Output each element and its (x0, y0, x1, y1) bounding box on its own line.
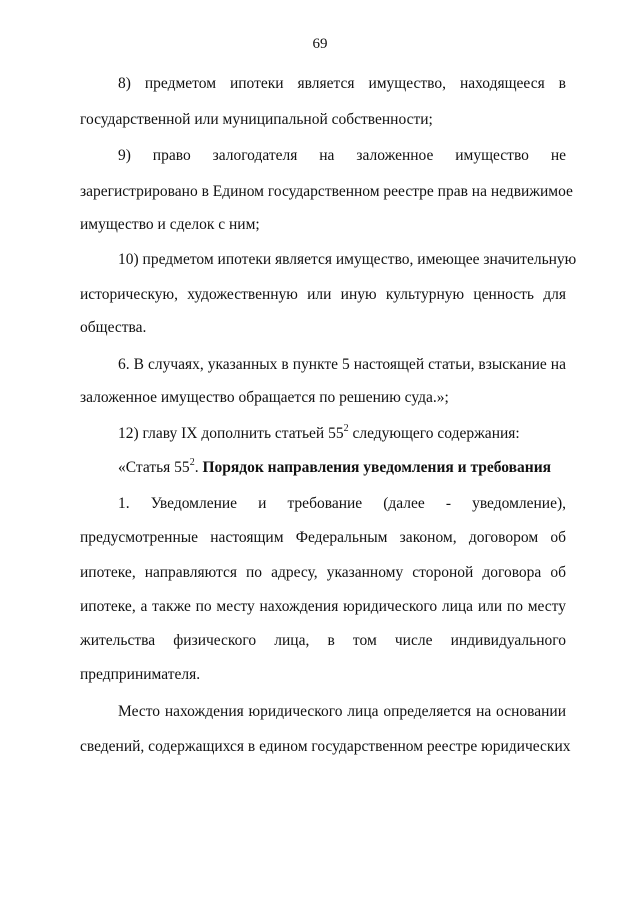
text-run: . (194, 459, 203, 476)
superscript: 2 (189, 456, 195, 468)
article-title: Порядок направления уведомления и требования (202, 459, 552, 476)
paragraph-line: предпринимателя. (80, 666, 201, 683)
paragraph-line: общества. (80, 319, 147, 336)
paragraph-line: 6. В случаях, указанных в пункте 5 настоящей статьи, взыскание на (118, 356, 566, 373)
paragraph-line: жительства физического лица, в том числе индивидуального (80, 632, 566, 649)
paragraph-line: Место нахождения юридического лица определяется на основании (118, 703, 566, 720)
paragraph-line: 9) право залогодателя на заложенное имущество не (118, 147, 566, 164)
paragraph-line (118, 424, 566, 444)
paragraph-line: государственной или муниципальной собственности; (80, 111, 433, 128)
paragraph-line: заложенное имущество обращается по решению суда.»; (80, 389, 449, 406)
page-number: 69 (312, 36, 328, 52)
paragraph-line: зарегистрировано в Едином государственном реестре прав на недвижимое (80, 183, 573, 200)
paragraph-line: сведений, содержащихся в едином государственном реестре юридических (80, 738, 571, 755)
paragraph-line: 8) предметом ипотеки является имущество, находящееся в (118, 75, 566, 92)
paragraph-line: 1. Уведомление и требование (далее - уведомление), (118, 495, 566, 512)
paragraph-line: ипотеке, а также по месту нахождения юридического лица или по месту (80, 598, 566, 615)
article-heading (118, 458, 566, 478)
paragraph-line: 10) предметом ипотеки является имущество, имеющее значительную (118, 251, 577, 268)
paragraph-line: ипотеке, направляются по адресу, указанному стороной договора об (80, 564, 566, 581)
superscript: 2 (343, 422, 349, 434)
text-run: следующего содержания: (348, 425, 520, 442)
paragraph-line: имущество и сделок с ним; (80, 216, 260, 233)
text-run: «Статья 55 (118, 459, 190, 476)
text-run: 12) главу IX дополнить статьей 55 (118, 425, 344, 442)
paragraph-line: историческую, художественную или иную культурную ценность для (80, 286, 566, 303)
paragraph-line: предусмотренные настоящим Федеральным законом, договором об (80, 529, 566, 546)
